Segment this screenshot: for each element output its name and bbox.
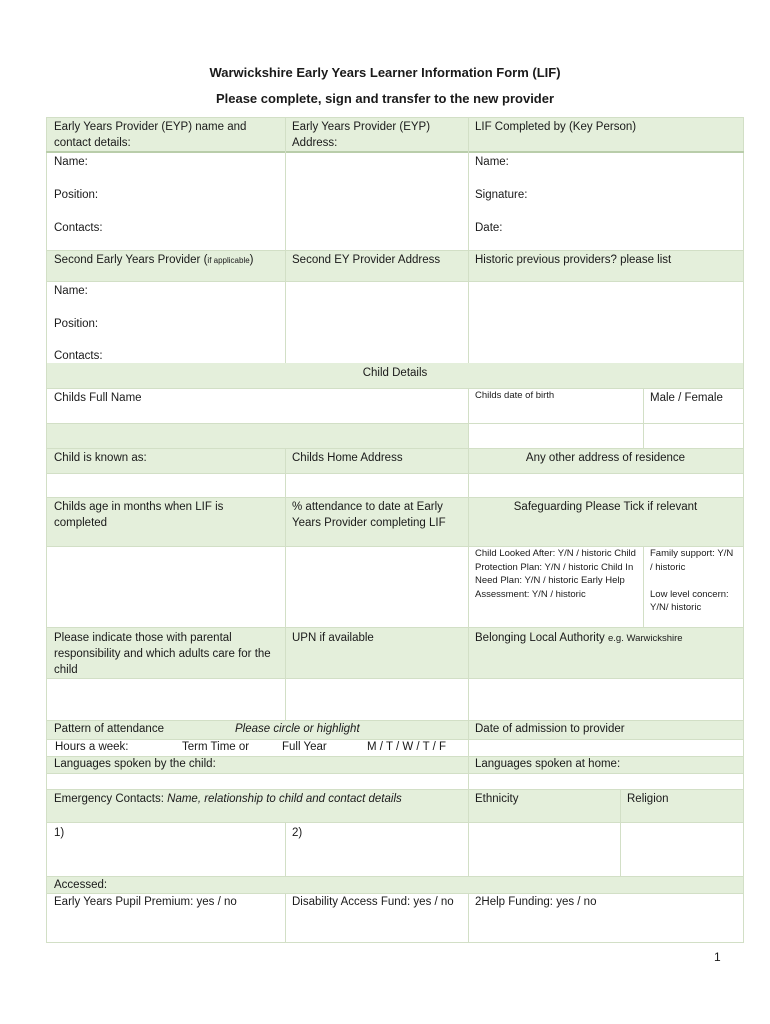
grid-line xyxy=(468,893,469,942)
grid-line xyxy=(47,678,743,679)
eyp-header: Early Years Provider (EYP) name and contact details: xyxy=(47,118,285,152)
parental-responsibility-input[interactable] xyxy=(47,679,285,720)
gender-label: Male / Female xyxy=(650,392,723,404)
grid-line xyxy=(47,720,743,721)
grid-line xyxy=(47,876,743,877)
grid-line xyxy=(47,473,743,474)
child-details-title: Child Details xyxy=(47,363,743,388)
grid-line xyxy=(47,756,743,757)
safeguarding-options[interactable]: Child Looked After: Y/N / historic Child Protection Plan: Y/N / historic Child In Need Plan: Y/N / historic Early Help Assessment: Y/N / historic xyxy=(475,548,636,600)
grid-line xyxy=(643,547,644,627)
eyp-address-field[interactable] xyxy=(285,153,468,250)
grid-line xyxy=(47,388,743,389)
second-address-field[interactable] xyxy=(285,282,468,363)
grid-line xyxy=(47,250,743,251)
grid-line xyxy=(47,773,743,774)
grid-line xyxy=(285,118,286,363)
other-address-input[interactable] xyxy=(468,473,743,497)
second-contacts-field[interactable]: Contacts: xyxy=(54,350,103,362)
historic-providers-field[interactable] xyxy=(468,282,743,363)
accessed-label: Accessed: xyxy=(47,877,743,893)
two-help-funding-field[interactable]: 2Help Funding: yes / no xyxy=(475,896,597,908)
upn-input[interactable] xyxy=(285,679,468,720)
disability-access-fund-field[interactable]: Disability Access Fund: yes / no xyxy=(292,896,454,908)
kp-date-field[interactable]: Date: xyxy=(475,222,503,234)
religion-label: Religion xyxy=(620,789,743,822)
gender-input[interactable] xyxy=(643,424,743,448)
languages-child-input[interactable] xyxy=(47,773,468,789)
pattern-hint: Please circle or highlight xyxy=(235,723,360,735)
grid-line xyxy=(47,281,743,282)
grid-line xyxy=(468,756,469,876)
grid-line xyxy=(47,423,743,424)
second-name-field[interactable]: Name: xyxy=(54,285,88,297)
ethnicity-input[interactable] xyxy=(468,823,620,876)
languages-home-input[interactable] xyxy=(468,773,743,789)
eyp-name-field[interactable]: Name: xyxy=(54,156,88,168)
attendance-percent-input[interactable] xyxy=(285,547,468,627)
eyp-contacts-field[interactable]: Contacts: xyxy=(54,222,103,234)
grid-line xyxy=(643,389,644,448)
religion-input[interactable] xyxy=(620,823,743,876)
childs-dob-input[interactable] xyxy=(468,424,643,448)
grid-line xyxy=(285,893,286,942)
ethnicity-label: Ethnicity xyxy=(468,789,620,822)
known-as-label: Child is known as: xyxy=(47,449,285,473)
grid-line xyxy=(47,739,743,740)
form-subtitle: Please complete, sign and transfer to the new provider xyxy=(215,91,555,106)
home-address-label: Childs Home Address xyxy=(285,449,468,473)
family-support-options[interactable]: Family support: Y/N / historic Low level concern: Y/N/ historic xyxy=(650,548,734,613)
grid-line xyxy=(47,822,743,823)
grid-line xyxy=(285,823,286,876)
languages-child-label: Languages spoken by the child: xyxy=(47,756,468,773)
attendance-pattern-row xyxy=(47,721,468,739)
home-address-input[interactable] xyxy=(285,473,468,497)
grid-line xyxy=(47,546,743,547)
safeguarding-label: Safeguarding Please Tick if relevant xyxy=(468,498,743,546)
childs-dob-label: Childs date of birth xyxy=(475,390,555,401)
age-months-label: Childs age in months when LIF is completed xyxy=(47,498,285,546)
parental-responsibility-label: Please indicate those with parental responsibility and which adults care for the child xyxy=(47,628,285,678)
age-months-input[interactable] xyxy=(47,547,285,627)
grid-line xyxy=(47,497,743,498)
local-authority-label: Belonging Local Authority e.g. Warwickshire xyxy=(468,628,743,678)
term-time-option[interactable]: Term Time or xyxy=(182,741,250,753)
grid-line xyxy=(285,449,286,720)
grid-line xyxy=(47,627,743,628)
kp-name-field[interactable]: Name: xyxy=(475,156,509,168)
local-authority-input[interactable] xyxy=(468,679,743,720)
pattern-label: Pattern of attendance xyxy=(54,723,164,735)
grid-line xyxy=(47,893,743,894)
historic-providers-header: Historic previous providers? please list xyxy=(468,250,743,281)
grid-line xyxy=(47,448,743,449)
second-eyp-address-header: Second EY Provider Address xyxy=(285,250,468,281)
grid-line xyxy=(468,389,469,739)
upn-label: UPN if available xyxy=(285,628,468,678)
attendance-percent-label: % attendance to date at Early Years Provider completing LIF xyxy=(285,498,468,546)
eyp-address-header: Early Years Provider (EYP) Address: xyxy=(285,118,468,152)
full-year-option[interactable]: Full Year xyxy=(282,741,327,753)
days-options[interactable]: M / T / W / T / F xyxy=(367,741,447,753)
second-eyp-header: Second Early Years Provider (if applicable) xyxy=(47,250,285,281)
admission-date-label: Date of admission to provider xyxy=(468,721,743,739)
languages-home-label: Languages spoken at home: xyxy=(468,756,743,773)
childs-full-name-label: Childs Full Name xyxy=(54,392,142,404)
form-title: Warwickshire Early Years Learner Information Form (LIF) xyxy=(209,65,561,80)
pupil-premium-field[interactable]: Early Years Pupil Premium: yes / no xyxy=(54,896,237,908)
page-number: 1 xyxy=(714,950,721,964)
second-position-field[interactable]: Position: xyxy=(54,318,99,330)
key-person-header: LIF Completed by (Key Person) xyxy=(468,118,743,152)
emergency-contacts-label: Emergency Contacts: Name, relationship to child and contact details xyxy=(47,789,468,822)
kp-signature-field[interactable]: Signature: xyxy=(475,189,528,201)
emergency-contact-2[interactable]: 2) xyxy=(292,827,303,839)
other-address-label: Any other address of residence xyxy=(468,449,743,473)
admission-date-input[interactable] xyxy=(468,739,743,756)
grid-line xyxy=(47,789,743,790)
grid-line xyxy=(620,789,621,876)
grid-line xyxy=(468,118,469,363)
known-as-input[interactable] xyxy=(47,473,285,497)
eyp-position-field[interactable]: Position: xyxy=(54,189,99,201)
hours-row xyxy=(47,739,468,756)
hours-label: Hours a week: xyxy=(55,741,129,753)
childs-full-name-input[interactable] xyxy=(47,424,468,448)
emergency-contact-1[interactable]: 1) xyxy=(54,827,65,839)
